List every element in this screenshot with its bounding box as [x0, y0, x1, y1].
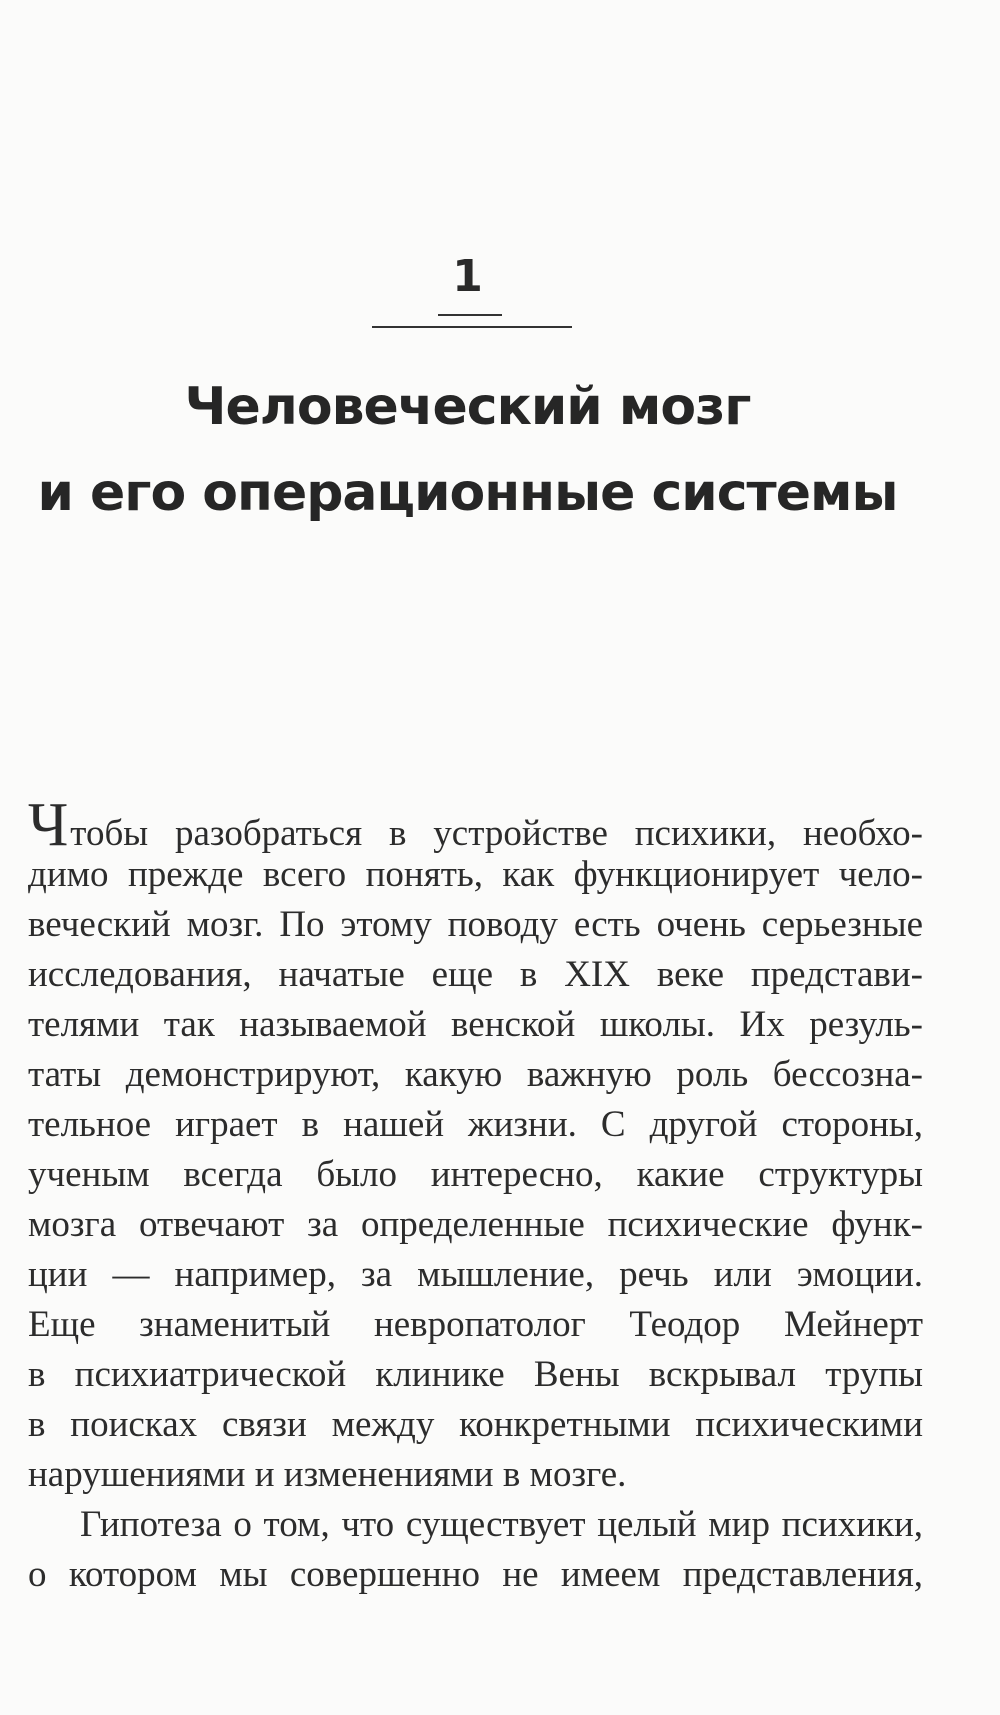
paragraph-line: о котором мы совершенно не имеем представления, — [28, 1554, 923, 1595]
paragraph-line: димо прежде всего понять, как функционирует чело- — [28, 854, 923, 895]
paragraph-line: веческий мозг. По этому поводу есть очень серьезные — [28, 904, 923, 945]
body-text — [28, 791, 923, 1600]
paragraph-line: мозга отвечают за определенные психические функ- — [28, 1204, 923, 1245]
paragraph-line: таты демонстрируют, какую важную роль бессозна- — [28, 1054, 923, 1095]
paragraph-line: в психиатрической клинике Вены вскрывал трупы — [28, 1354, 923, 1395]
paragraph-line: нарушениями и изменениями в мозге. — [28, 1454, 627, 1495]
paragraph-line: исследования, начатые еще в XIX веке представи- — [28, 954, 923, 995]
chapter-title-line: Человеческий мозг — [184, 377, 751, 437]
paragraph-line: телями так называемой венской школы. Их резуль- — [28, 1004, 923, 1045]
chapter-number: 1 — [452, 251, 483, 302]
paragraph-line — [28, 791, 923, 859]
paragraph-line: ученым всегда было интересно, какие структуры — [28, 1154, 923, 1195]
chapter-title — [0, 364, 935, 536]
paragraph-line: Еще знаменитый невропатолог Теодор Мейнерт — [28, 1304, 923, 1345]
paragraph-line: тельное играет в нашей жизни. С другой стороны, — [28, 1104, 923, 1145]
drop-cap: Ч — [28, 791, 69, 859]
paragraph-line: ции — например, за мышление, речь или эмоции. — [28, 1254, 923, 1295]
chapter-number-underline — [438, 314, 502, 316]
paragraph-line: Гипотеза о том, что существует целый мир психики, — [80, 1504, 923, 1545]
chapter-title-line: и его операционные системы — [37, 463, 898, 523]
chapter-divider-rule — [372, 326, 572, 328]
paragraph-line-text: тобы разобраться в устройстве психики, необхо- — [70, 813, 923, 854]
paragraph-line: в поисках связи между конкретными психическими — [28, 1404, 923, 1445]
